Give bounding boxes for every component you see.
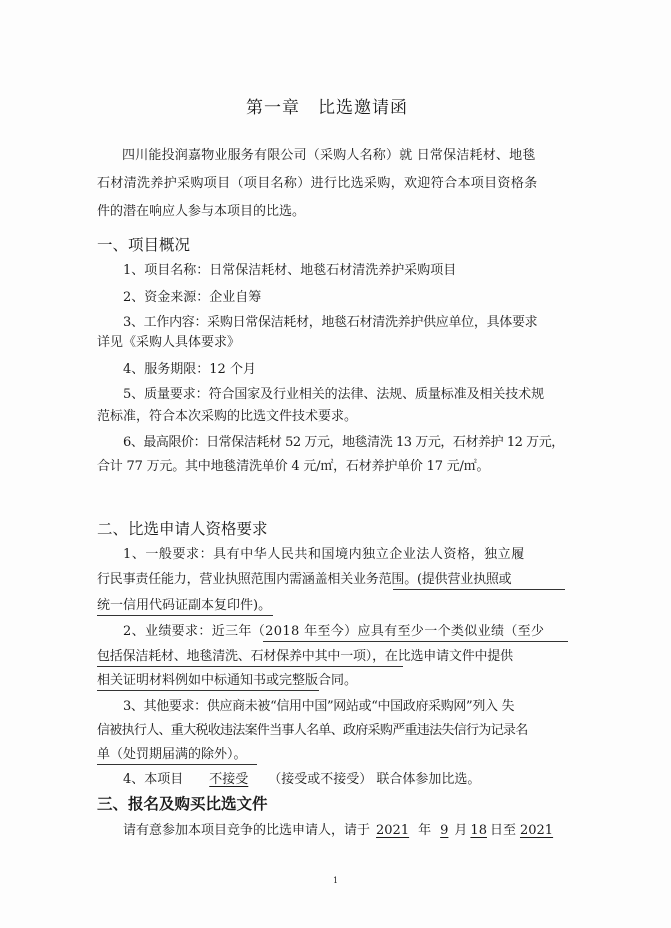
s2-item-4-suffix: （接受或不接受） 联合体参加比选。 <box>268 772 481 787</box>
section-3-heading: 三、报名及购买比选文件 <box>97 794 268 813</box>
s2-item-1-underline <box>393 589 565 590</box>
s2-item-1-line-3: 统一信用代码证副本复印件)。 <box>97 598 272 613</box>
s1-item-3-line-2: 详见《采购人具体要求》 <box>97 335 241 350</box>
section-1-heading: 一、项目概况 <box>97 236 191 254</box>
s2-item-1-underline-2 <box>97 615 273 616</box>
s3-month: 9 <box>440 823 449 838</box>
s3-year-unit: 年 <box>418 823 432 838</box>
intro-line-1: 四川能投润嘉物业服务有限公司（采购人名称）就 日常保洁耗材、地毯 <box>122 148 536 163</box>
s2-item-2-underline-2 <box>97 666 403 667</box>
s1-item-2: 2、资金来源：企业自筹 <box>123 290 262 305</box>
s3-day: 18 <box>470 823 487 838</box>
s2-item-2-underline-1 <box>263 641 568 642</box>
s3-line-1 <box>123 821 557 841</box>
s1-item-1: 1、项目名称：日常保洁耗材、地毯石材清洗养护采购项目 <box>123 263 457 278</box>
s2-item-2-line-1: 2、业绩要求：近三年（2018 年至今）应具有至少一个类似业绩（至少 <box>123 624 545 639</box>
s3-year-2: 2021 <box>519 823 554 838</box>
s2-item-4-value: 不接受 <box>209 772 249 787</box>
s1-item-6-line-2: 合计 77 万元。其中地毯清洗单价 4 元/㎡，石材养护单价 17 元/㎡。 <box>97 459 490 474</box>
s1-item-3-line-1: 3、工作内容：采购日常保洁耗材，地毯石材清洗养护供应单位，具体要求 <box>123 315 538 330</box>
page-title: 第一章 比选邀请函 <box>246 98 408 118</box>
s2-item-1-line-2: 行民事责任能力，营业执照范围内需涵盖相关业务范围。(提供营业执照或 <box>97 572 512 587</box>
s2-item-4-prefix: 4、本项目 <box>123 772 184 787</box>
s1-item-6-line-1: 6、最高限价：日常保洁耗材 52 万元，地毯清洗 13 万元，石材养护 12 万元， <box>123 435 564 450</box>
page-number: 1 <box>333 876 339 885</box>
s2-item-3-line-1: 3、其他要求：供应商未被“信用中国”网站或“中国政府采购网”列入 失 <box>123 699 515 714</box>
s2-item-4 <box>123 770 480 790</box>
s2-item-3-line-2: 信被执行人、重大税收违法案件当事人名单、政府采购严重违法失信行为记录名 <box>97 723 528 738</box>
s1-item-5-line-2: 范标准，符合本次采购的比选文件技术要求。 <box>97 409 358 424</box>
s3-day-unit: 日至 <box>489 823 516 838</box>
s2-item-3-underline <box>97 764 257 765</box>
intro-line-3: 件的潜在响应人参与本项目的比选。 <box>97 204 306 219</box>
intro-line-2: 石材清洗养护采购项目（项目名称）进行比选采购，欢迎符合本项目资格条 <box>97 176 538 191</box>
section-2-heading: 二、比选申请人资格要求 <box>97 520 268 538</box>
s1-item-4: 4、服务期限：12 个月 <box>123 362 256 377</box>
s2-item-2-line-3: 相关证明材料例如中标通知书或完整版合同。 <box>97 673 358 688</box>
s2-item-2-underline-3 <box>97 690 319 691</box>
s3-month-unit: 月 <box>454 823 468 838</box>
s2-item-1-line-1: 1、一般要求：具有中华人民共和国境内独立企业法人资格，独立履 <box>123 547 525 562</box>
s2-item-3-line-3: 单（处罚期届满的除外）。 <box>97 747 247 762</box>
s2-item-2-line-2: 包括保洁耗材、地毯清洗、石材保养中其中一项），在比选申请文件中提供 <box>97 649 513 664</box>
s3-line-1-text: 请有意参加本项目竞争的比选申请人，请于 <box>123 823 371 838</box>
s1-item-5-line-1: 5、质量要求：符合国家及行业相关的法律、法规、质量标准及相关技术规 <box>123 387 544 402</box>
s3-year: 2021 <box>376 823 410 838</box>
